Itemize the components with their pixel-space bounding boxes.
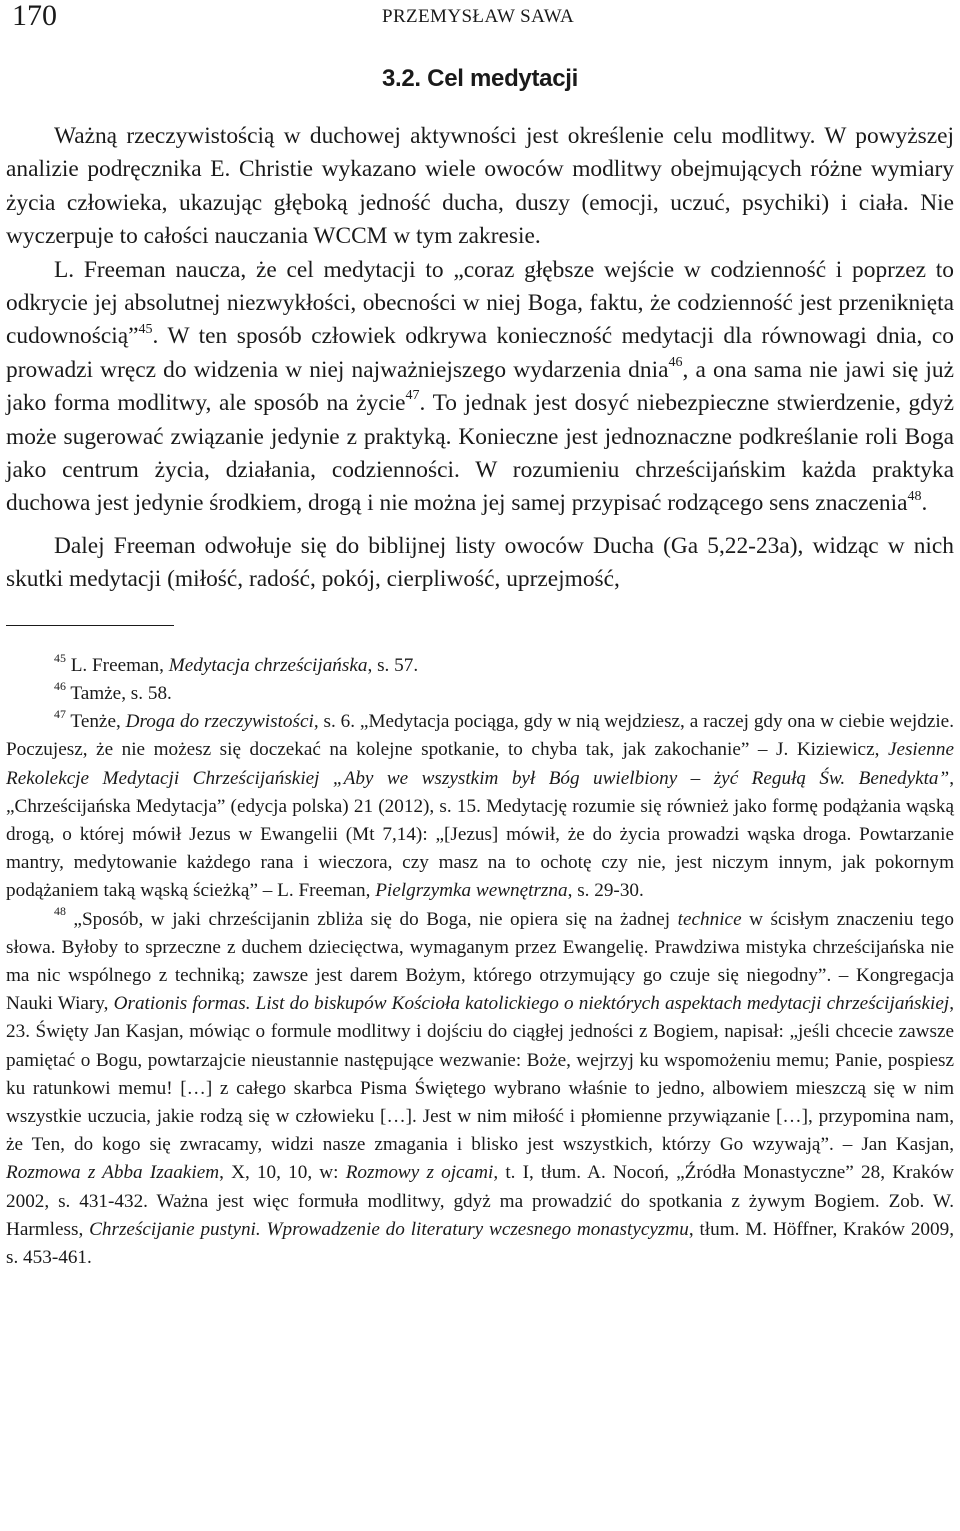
footnote-number: 46 — [54, 678, 66, 693]
footnote-text: , t. I, tłum. A. Nocoń, „Źródła Monastyczne” 28, Kraków 2002, s. 431-432. Ważna jest więc formuła modlitwy, gdyż ma prowadzić do spotkania z żywym Bogiem. Zob. W. Harmless, — [6, 1162, 955, 1240]
footnote-text: , X, 10, 10, w: — [219, 1162, 346, 1184]
footnote-ref-45: 45 — [138, 320, 153, 337]
footnote-title: Droga do rzeczywistości — [125, 711, 314, 733]
footnote-text: , s. 6. „Medytacja pociąga, gdy w nią wejdziesz, a raczej gdy ona w ciebie wejdzie. Poczujesz, że nie możesz się doczekać na kolejne spotkanie, to chyba tak, jak zakochanie” – J. Kiziewicz, — [6, 711, 954, 761]
footnotes — [6, 652, 954, 1272]
paragraph-2 — [6, 254, 954, 521]
paragraph-2-text-d: . To jednak jest dosyć niebezpieczne stwierdzenie, gdyż może sugerować związanie jedynie z praktyką. Konieczne jest jednoznaczne podkreślanie roli Boga jako centrum życia, działania, codzienności. W rozumieniu chrześcijańskim każda praktyka duchowa jest jedynie środkiem, drogą i nie można jej samej przypisać rodzącego sens znaczenia — [6, 390, 954, 517]
footnote-text: L. Freeman, — [65, 654, 169, 676]
paragraph-3: Dalej Freeman odwołuje się do biblijnej listy owoców Ducha (Ga 5,22-23a), widząc w nich skutki medytacji (miłość, radość, pokój, cierpliwość, uprzejmość, — [6, 532, 954, 593]
footnote-title: Jesienne Rekolekcje Medytacji Chrześcijańskiej „Aby we wszystkim był Bóg uwielbiony – żyć Regułą Św. Benedykta” — [6, 739, 954, 789]
body-text — [6, 120, 954, 597]
paragraph-2-text-a: L. Freeman naucza, że cel medytacji to „coraz głębsze wejście w codzienność i poprzez to odkrycie jej absolutnej niezwykłości, obecności w niej Boga, faktu, że codzienność jest przeniknięta cudownością” — [6, 256, 954, 350]
footnote-number: 45 — [54, 650, 66, 665]
footnote-text: , 23. Święty Jan Kasjan, mówiąc o formule modlitwy i dojściu do ciągłej jedności z Bogiem, napisał: „jeśli chcecie zawsze pamiętać o Bogu, powtarzajcie nieustannie następujące wezwanie: Boże, wejrzyj ku wspomożeniu memu; Panie, pospiesz ku ratunkowi memu! […] z całego skarbca Pisma Świętego wybrano właśnie to jedno, albowiem mieszczą się w nim wszystkie uczucia, jakie rodzą się w człowieku […]. Jest w nim miłość i płomienne przywiązanie […], przypomina nam, że Ten, do kogo się zwracamy, widzi nasze zmagania i blisko jest wszystkich, którzy Go wzywają”. – Jan Kasjan, — [6, 993, 954, 1156]
footnote-45 — [6, 652, 954, 680]
running-head — [6, 0, 954, 40]
footnote-title: Rozmowy z ojcami — [345, 1162, 494, 1184]
paragraph-2-text-c: , a ona sama nie jawi się już jako forma modlitwy, ale sposób na życie — [6, 356, 954, 417]
footnote-number: 47 — [54, 706, 66, 721]
footnote-title: Chrześcijanie pustyni. Wprowadzenie do literatury wczesnego monastycyzmu — [89, 1218, 689, 1240]
footnote-text: Tamże, s. 58. — [65, 682, 172, 704]
footnote-48 — [6, 906, 954, 1273]
footnote-ref-46: 46 — [668, 353, 683, 370]
footnote-text: , s. 29-30. — [567, 880, 644, 902]
footnote-text: Tenże, — [65, 711, 126, 733]
footnote-separator — [6, 625, 174, 626]
footnote-47 — [6, 708, 954, 905]
running-title: PRZEMYSŁAW SAWA — [382, 6, 575, 27]
footnote-text: „Sposób, w jaki chrześcijanin zbliża się do Boga, nie opiera się na żadnej — [65, 908, 678, 930]
page-number: 170 — [12, 0, 57, 32]
footnote-number: 48 — [54, 904, 66, 919]
footnote-text: w ścisłym znaczeniu tego słowa. Byłoby to sprzeczne z duchem dziecięctwa, wymaganym przez Ewangelię. Prawdziwa mistyka chrześcijańska nie ma nic wspólnego z techniką; zawsze jest darem Bożym, którego otrzymujący go czuje się niegodny”. – Kongregacja Nauki Wiary, — [6, 908, 954, 1015]
footnote-title: Rozmowa z Abba Izaakiem — [6, 1162, 220, 1184]
footnote-text: , s. 57. — [367, 654, 419, 676]
footnote-emphasis: technice — [677, 908, 742, 930]
footnote-title: Medytacja chrześcijańska — [168, 654, 368, 676]
section-heading: 3.2. Cel medytacji — [381, 65, 579, 92]
footnote-ref-47: 47 — [405, 387, 420, 404]
footnote-46 — [6, 680, 954, 708]
paragraph-2-text-b: . W ten sposób człowiek odkrywa konieczność medytacji dla równowagi dnia, co prowadzi wręcz do widzenia w niej najważniejszego wydarzenia dnia — [6, 323, 954, 383]
paragraph-1: Ważną rzeczywistością w duchowej aktywności jest określenie celu modlitwy. W powyższej analizie podręcznika E. Christie wykazano wiele owoców modlitwy obejmujących różne wymiary życia człowieka, ukazując głęboką jedność ducha, duszy (emocji, uczuć, psychiki) i ciała. Nie wyczerpuje to całości nauczania WCCM w tym zakresie. — [6, 123, 954, 250]
footnote-text: , „Chrześcijańska Medytacja” (edycja polska) 21 (2012), s. 15. Medytację rozumie się również jako formę podążania wąską drogą, o której mówił Jezus w Ewangelii (Mt 7,14): „[Jezus] mówił, że do życia prowadzi wąska droga. Powtarzanie mantry, medytowanie każdego rana i wieczora, czy masz na to ochotę czy nie, jest niczym innym, jak pokornym podążaniem taką wąską ścieżką” – L. Freeman, — [6, 767, 954, 902]
footnote-ref-48: 48 — [907, 487, 922, 504]
footnote-title: Pielgrzymka wewnętrzna — [375, 880, 568, 902]
footnote-text: , tłum. M. Höffner, Kraków 2009, s. 453-461. — [6, 1218, 954, 1268]
paragraph-2-text-e: . — [921, 490, 928, 517]
footnote-title: Orationis formas. List do biskupów Kościoła katolickiego o niektórych aspektach medytacji chrześcijańskiej — [113, 993, 950, 1015]
